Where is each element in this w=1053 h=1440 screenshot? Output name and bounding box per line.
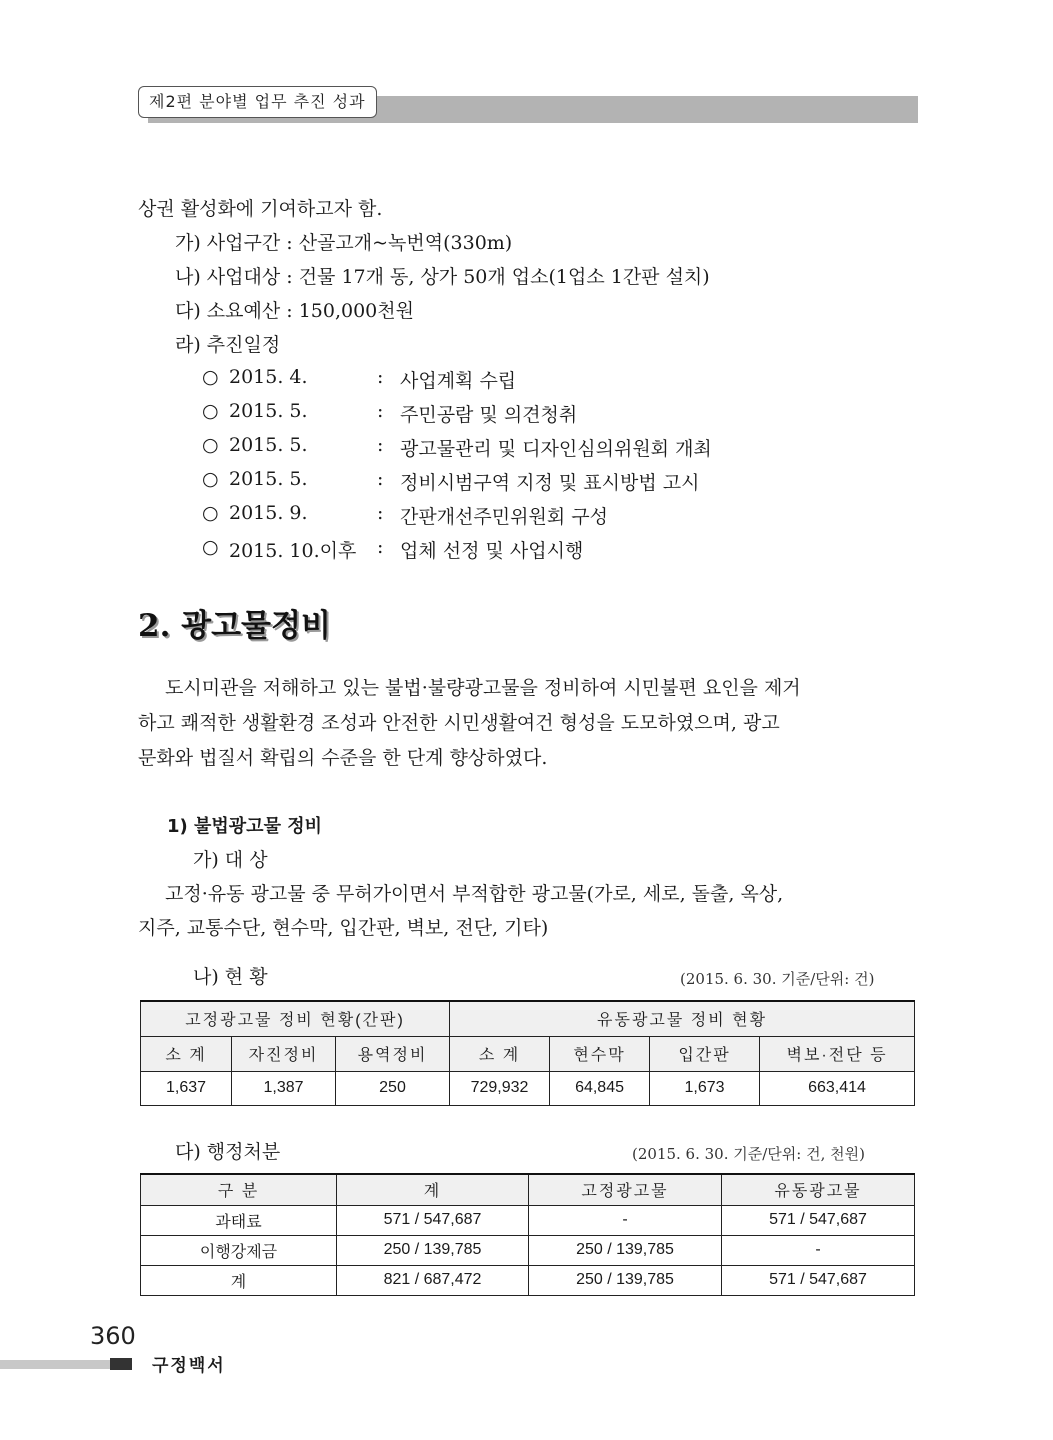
table-row: [141, 1205, 915, 1235]
schedule-date: 2015. 4.: [229, 366, 308, 388]
column-header: 벽보·전단 등: [760, 1036, 915, 1071]
table-cell: 571 / 547,687: [337, 1205, 529, 1235]
schedule-colon: :: [377, 536, 384, 558]
schedule-date: 2015. 10.이후: [229, 540, 357, 562]
schedule-date: 2015. 5.: [229, 400, 308, 422]
project-budget: 다) 소요예산 : 150,000천원: [175, 300, 414, 322]
table-cell: -: [529, 1205, 722, 1235]
schedule-date: 2015. 9.: [229, 502, 308, 524]
table-header-row: [141, 1174, 915, 1205]
table-cell: 729,932: [450, 1071, 550, 1105]
table-row: [141, 1265, 915, 1295]
penalty-table: [140, 1173, 915, 1296]
table-cell: 250 / 139,785: [529, 1235, 722, 1265]
schedule-desc: 정비시범구역 지정 및 표시방법 고시: [400, 472, 700, 494]
project-target: 나) 사업대상 : 건물 17개 동, 상가 50개 업소(1업소 1간판 설치): [175, 266, 710, 288]
subsection-title: 1) 불법광고물 정비: [167, 816, 322, 837]
column-header: 고정광고물: [529, 1174, 722, 1205]
book-title: 구정백서: [152, 1356, 226, 1376]
paragraph-line: 도시미관을 저해하고 있는 불법·불량광고물을 정비하여 시민불편 요인을 제거: [165, 677, 801, 699]
table-cell: 계: [141, 1265, 337, 1295]
schedule-desc: 주민공람 및 의견청취: [400, 404, 578, 426]
schedule-desc: 광고물관리 및 디자인심의위원회 개최: [400, 438, 712, 460]
footer-rule: [0, 1360, 110, 1369]
table-cell: 821 / 687,472: [337, 1265, 529, 1295]
column-header: 자진정비: [232, 1036, 336, 1071]
paragraph-line: 문화와 법질서 확립의 수준을 한 단계 향상하였다.: [138, 747, 548, 769]
table-cell: 1,637: [141, 1071, 232, 1105]
enforcement-table: [140, 1000, 915, 1106]
table-cell: 571 / 547,687: [722, 1265, 915, 1295]
group-header-mobile: 유동광고물 정비 현황: [450, 1001, 915, 1036]
schedule-date: 2015. 5.: [229, 434, 308, 456]
schedule-colon: :: [377, 366, 384, 388]
paragraph-line: 하고 쾌적한 생활환경 조성과 안전한 시민생활여건 형성을 도모하였으며, 광고: [138, 712, 780, 734]
target-text: 지주, 교통수단, 현수막, 입간판, 벽보, 전단, 기타): [138, 917, 549, 939]
bullet-icon: ○: [202, 502, 219, 524]
column-header: 소 계: [141, 1036, 232, 1071]
target-label: 가) 대 상: [193, 849, 268, 871]
bullet-icon: ○: [202, 400, 219, 422]
status-note: (2015. 6. 30. 기준/단위: 건): [680, 970, 875, 988]
intro-line: 상권 활성화에 기여하고자 함.: [138, 198, 383, 220]
project-section: 가) 사업구간 : 산골고개~녹번역(330m): [175, 232, 513, 254]
table-row: [141, 1071, 915, 1105]
column-header: 소 계: [450, 1036, 550, 1071]
column-header: 유동광고물: [722, 1174, 915, 1205]
schedule-colon: :: [377, 502, 384, 524]
schedule-colon: :: [377, 434, 384, 456]
table-cell: 250 / 139,785: [337, 1235, 529, 1265]
schedule-desc: 사업계획 수립: [400, 370, 517, 392]
schedule-colon: :: [377, 468, 384, 490]
column-header: 현수막: [550, 1036, 650, 1071]
column-header: 구 분: [141, 1174, 337, 1205]
column-header: 입간판: [650, 1036, 760, 1071]
schedule-label: 라) 추진일정: [175, 334, 281, 356]
target-text: 고정·유동 광고물 중 무허가이면서 부적합한 광고물(가로, 세로, 돌출, 옥상,: [165, 883, 784, 905]
table-cell: 이행강제금: [141, 1235, 337, 1265]
schedule-desc: 업체 선정 및 사업시행: [400, 540, 584, 562]
schedule-date: 2015. 5.: [229, 468, 308, 490]
table-cell: 64,845: [550, 1071, 650, 1105]
bullet-icon: ○: [202, 468, 219, 490]
status-label: 나) 현 황: [193, 966, 268, 988]
bullet-icon: ○: [202, 434, 219, 456]
table-cell: 250 / 139,785: [529, 1265, 722, 1295]
table-group-row: [141, 1001, 915, 1036]
table-cell: -: [722, 1235, 915, 1265]
table-cell: 과태료: [141, 1205, 337, 1235]
section-title: 2. 광고물정비: [138, 608, 331, 644]
table-cell: 663,414: [760, 1071, 915, 1105]
chapter-tab: 제2편 분야별 업무 추진 성과: [138, 86, 377, 118]
table-header-row: [141, 1036, 915, 1071]
table-cell: 1,387: [232, 1071, 336, 1105]
table-cell: 1,673: [650, 1071, 760, 1105]
bullet-icon: ○: [202, 366, 219, 388]
page-number: 360: [90, 1322, 136, 1350]
schedule-colon: :: [377, 400, 384, 422]
group-header-fixed: 고정광고물 정비 현황(간판): [141, 1001, 450, 1036]
column-header: 용역정비: [336, 1036, 450, 1071]
penalty-label: 다) 행정처분: [175, 1141, 281, 1163]
bullet-icon: ○: [202, 536, 219, 558]
column-header: 계: [337, 1174, 529, 1205]
footer-marker: [110, 1358, 132, 1370]
table-row: [141, 1235, 915, 1265]
schedule-desc: 간판개선주민위원회 구성: [400, 506, 608, 528]
penalty-note: (2015. 6. 30. 기준/단위: 건, 천원): [632, 1145, 865, 1163]
table-cell: 250: [336, 1071, 450, 1105]
table-cell: 571 / 547,687: [722, 1205, 915, 1235]
